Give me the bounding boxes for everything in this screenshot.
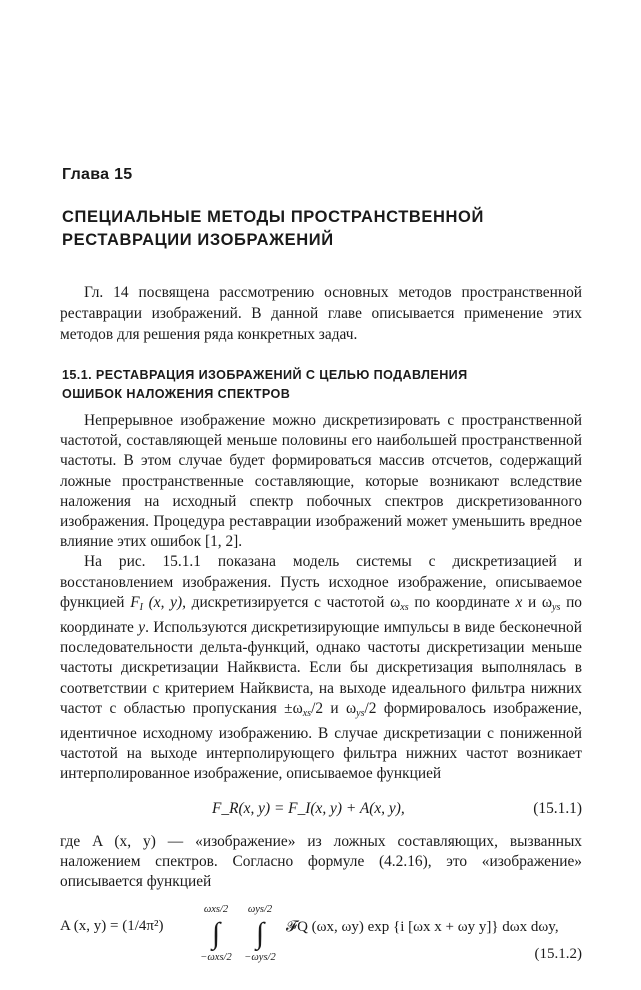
integral-y-sign: ∫ (255, 917, 265, 950)
equation-15-1-2 (60, 894, 582, 984)
chapter-title (62, 206, 582, 252)
p2-text-4: и (522, 593, 542, 611)
chapter-label: Глава 15 (62, 166, 133, 183)
omega-xs-sub: xs (400, 601, 409, 613)
func-fi-args: (x, y), (142, 593, 186, 611)
chapter-title-line-1: СПЕЦИАЛЬНЫЕ МЕТОДЫ ПРОСТРАНСТВЕННОЙ (62, 208, 484, 226)
integral-y-lower-limit: −ωys/2 (244, 952, 276, 963)
omega-ys-2: ω (346, 699, 357, 717)
integral-x-sign: ∫ (211, 917, 221, 950)
equation-15-1-2-rhs: 𝓕Q (ωx, ωy) exp {i [ωx x + ωy y]} dωx dωy, (286, 919, 559, 935)
var-x: x (515, 593, 523, 611)
omega-ys-sub: ys (552, 601, 561, 613)
p2-text-3: по координате (408, 593, 516, 611)
section-title (62, 366, 582, 404)
book-page (60, 0, 582, 990)
p2-text-7: и (323, 699, 346, 717)
var-y: y (138, 619, 146, 637)
omega-ys-2-sub: ys (356, 707, 365, 719)
paragraph-after-equation: где A (x, y) — «изображение» из ложных составляющих, вызванных наложением спектров. Согласно формуле (4.2.16), это «изображение» описывается функцией (60, 833, 582, 891)
section-body (60, 411, 582, 785)
omega-ys: ω (541, 593, 553, 611)
p2-text-8: формировалось изображение, идентичное исходному изображению. В случае дискретизации с пониженной частотой на выходе интерполирующего фильтра нижних частот возникает интерполированное изображение, описываемое функцией (60, 699, 582, 783)
func-fi-sub: I (139, 601, 143, 613)
equation-15-1-2-number: (15.1.2) (534, 946, 582, 962)
integral-x-upper-limit: ωxs/2 (203, 904, 229, 915)
equation-15-1-1-number: (15.1.1) (533, 800, 582, 817)
integral-x (196, 904, 236, 964)
p2-text-6: . Используются дискретизирующие импульсы в виде бесконечной последовательности дельта-функций, однако частоты дискретизации меньше частоты дискретизации Найквиста. Если бы дискретизация выполнялась в соответствии с критерием Найквиста, на выходе идеального фильтра нижних частот с областью пропускания (60, 619, 582, 717)
paragraph-2 (60, 552, 582, 784)
integral-y (240, 904, 280, 964)
omega-xs: ω (390, 593, 401, 611)
equation-15-1-1 (60, 800, 582, 824)
chapter-title-line-2: РЕСТАВРАЦИИ ИЗОБРАЖЕНИЙ (62, 231, 334, 249)
integral-x-lower-limit: −ωxs/2 (200, 952, 232, 963)
p2-text-1: На рис. 15.1.1 показана модель системы с дискретизацией и восстановлением изображения. Пусть исходное изображение, описываемое функцией (60, 553, 582, 611)
section-title-line-1: 15.1. РЕСТАВРАЦИЯ ИЗОБРАЖЕНИЙ С ЦЕЛЬЮ ПОДАВЛЕНИЯ (62, 368, 468, 382)
section-title-line-2: ОШИБОК НАЛОЖЕНИЯ СПЕКТРОВ (62, 387, 291, 401)
integral-y-upper-limit: ωys/2 (247, 904, 273, 915)
pm-omega-xs: ±ω (284, 699, 303, 717)
half-1: /2 (311, 699, 324, 717)
func-fi: F (130, 593, 140, 611)
equation-15-1-2-lhs: A (x, y) = (1/4π²) (60, 918, 164, 934)
half-2: /2 (364, 699, 377, 717)
equation-15-1-1-expression: F_R(x, y) = F_I(x, y) + A(x, y), (212, 800, 405, 817)
pm-omega-xs-sub: xs (302, 707, 312, 719)
p2-text-5: по координате (60, 593, 582, 637)
intro-paragraph: Гл. 14 посвящена рассмотрению основных методов пространственной реставрации изображений. В данной главе описывается применение этих методов для решения ряда конкретных задач. (60, 284, 582, 343)
paragraph-1: Непрерывное изображение можно дискретизировать с пространственной частотой, составляющей меньше половины его наибольшей пространственной частоты. В этом случае будет формироваться массив отсчетов, содержащий ложные пространственные составляющие, которые возникают вследствие наложения на исходный спектр побочных спектров дискретизованного изображения. Процедура реставрации изображений может уменьшить вредное влияние этих ошибок [1, 2]. (60, 412, 582, 551)
p2-text-2: дискретизируется с частотой (185, 593, 391, 611)
